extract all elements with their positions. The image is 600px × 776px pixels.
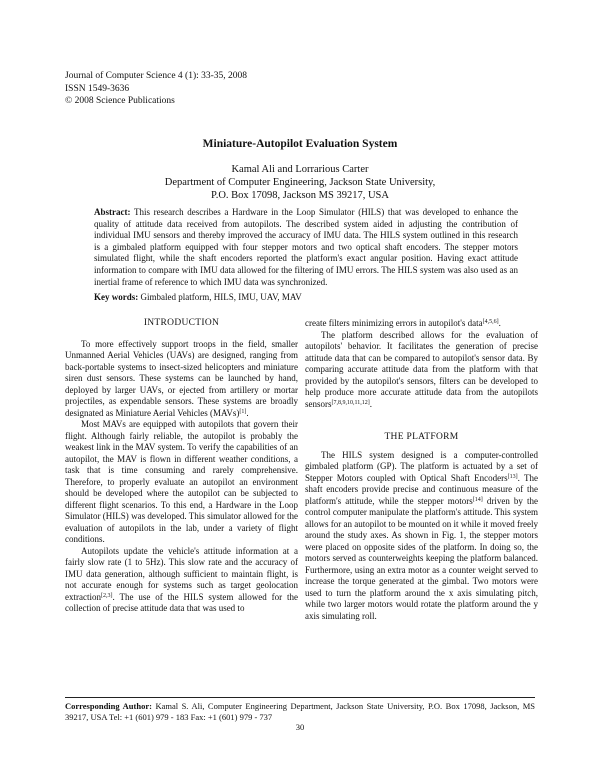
ref-14: [14] — [472, 496, 483, 503]
platform-p-a: The HILS system designed is a computer-controlled gimbaled platform (GP). The platform is actuated by a set of Stepper Motors coupled with Optical Shaft Encoders — [305, 449, 538, 483]
intro-p3-text: Autopilots update the vehicle's attitude information at a fairly slow rate (1 to 5Hz). This slow rate and the accuracy of IMU data generation, although sufficient to maintain flight, is not accurate enough for systems such as target geolocation extraction — [65, 545, 298, 602]
ref-7-12: [7,8,9,10,11,12] — [331, 399, 370, 406]
author-names: Kamal Ali and Lorrarious Carter — [231, 164, 369, 175]
intro-p3-end: . The use of the HILS system allowed for the collection of precise attitude data that was used to — [65, 591, 298, 613]
right-p0-text: create filters minimizing errors in autopilot's data — [305, 318, 483, 328]
page-number: 30 — [295, 722, 305, 732]
right-paragraph-1 — [305, 330, 538, 411]
right-column — [305, 318, 538, 622]
keywords-label: Key words: — [94, 292, 139, 302]
platform-heading: THE PLATFORM — [384, 432, 459, 442]
ref-13: [13] — [507, 473, 518, 480]
intro-p1-end: . — [246, 407, 249, 418]
corresponding-author — [65, 701, 535, 723]
paper-title: Miniature-Autopilot Evaluation System — [202, 138, 398, 150]
corresponding-label: Corresponding Author: — [65, 701, 152, 711]
left-column — [65, 318, 298, 615]
abstract — [94, 207, 518, 288]
keywords-text: Gimbaled platform, HILS, IMU, UAV, MAV — [140, 292, 302, 302]
platform-p-c: driven by the control computer manipulate the platform's attitude. This system allows for an autopilot to be mounted on it while it moved freely around the study axes. As shown in Fig. 1, the stepper motors were placed on opposite sides of the platform. In doing so, the motors served as counterweights keeping the platform balanced. Furthermore, using an extra motor as a counter weight served to increase the torque generated at the gimbal. Two motors were used to turn the platform around the x axis simulating pitch, while two larger motors would rotate the platform around the y axis simulating roll. — [305, 495, 538, 621]
ref-2-3: [2,3] — [100, 592, 113, 599]
right-p1-text: The platform described allows for the evaluation of autopilots' behavior. It facilitates the generation of precise attitude data that can be compared to autopilot's sensor data. By comparing accurate attitude data from the platform with that provided by the autopilot's sensors, filters can be developed to help produce more accurate attitude data from the autopilots sensors — [305, 329, 538, 409]
ref-1: [1] — [239, 408, 247, 415]
journal-issn: ISSN 1549-3636 — [65, 83, 130, 94]
ref-4-6: [4,5,6] — [482, 319, 499, 325]
footer-rule — [65, 697, 535, 698]
author-address: P.O. Box 17098, Jackson MS 39217, USA — [211, 190, 389, 201]
right-paragraph-0 — [305, 318, 538, 330]
abstract-text: This research describes a Hardware in the Loop Simulator (HILS) that was developed to enhance the quality of attitude data received from autopilots. The described system aided in adjusting the contribution of individual IMU sensors and thereby improved the accuracy of IMU data. The HILS system outlined in this research is a gimbaled platform equipped with four stepper motors and two optical shaft encoders. The stepper motors simulated flight, while the shaft encoders reported the platform's exact angular position. Having exact attitude information to compare with IMU data allowed for the filtering of IMU errors. The HILS system was also used as an inertial frame of reference to which IMU data was synchronized. — [94, 207, 518, 287]
right-p1-end: . — [369, 398, 373, 409]
author-block — [0, 163, 600, 202]
platform-paragraph — [305, 450, 538, 623]
journal-citation: Journal of Computer Science 4 (1): 33-35, 2008 — [65, 71, 248, 81]
right-p0-end: . — [498, 318, 501, 328]
intro-p1-text: To more effectively support troops in the field, smaller Unmanned Aerial Vehicles (UAVs) are designed, ranging from back-portable systems to insect-sized helicopters and miniature siren dust sensors. These systems can be launched by hand, deployed by larger UAVs, or ejected from artillery or mortar projectiles, as expendable sensors. These systems are broadly designated as Miniature Aerial Vehicles (MAVs) — [65, 338, 298, 418]
author-department: Department of Computer Engineering, Jackson State University, — [164, 177, 436, 188]
keywords — [94, 292, 518, 302]
intro-paragraph-1 — [65, 339, 298, 420]
intro-paragraph-2: Most MAVs are equipped with autopilots that govern their flight. Although fairly reliable, the autopilot is probably the weakest link in the MAV system. To verify the capabilities of an autopilot, the MAV is flown in different weather conditions, a task that is time consuming and rarely comprehensive. Therefore, to properly evaluate an autopilot an environment should be developed where the autopilot can be subjected to different flight scenarios. To this end, a Hardware in the Loop Simulator (HILS) was developed. This simulator allowed for the evaluation of autopilots in the lab, under a variety of flight conditions. — [65, 419, 298, 544]
platform-p-b: . The shaft encoders provide precise and continuous measure of the platform's attitude, while the stepper motors — [305, 472, 538, 506]
corresponding-text: Kamal S. Ali, Computer Engineering Department, Jackson State University, P.O. Box 17098, Jackson, MS 39217, USA Tel: +1 (601) 979 - 183 Fax: +1 (601) 979 - 737 — [65, 701, 536, 722]
intro-paragraph-3 — [65, 546, 298, 615]
journal-info — [65, 70, 247, 108]
journal-copyright: © 2008 Science Publications — [65, 96, 175, 106]
introduction-heading: INTRODUCTION — [143, 318, 220, 328]
abstract-label: Abstract: — [94, 207, 131, 217]
